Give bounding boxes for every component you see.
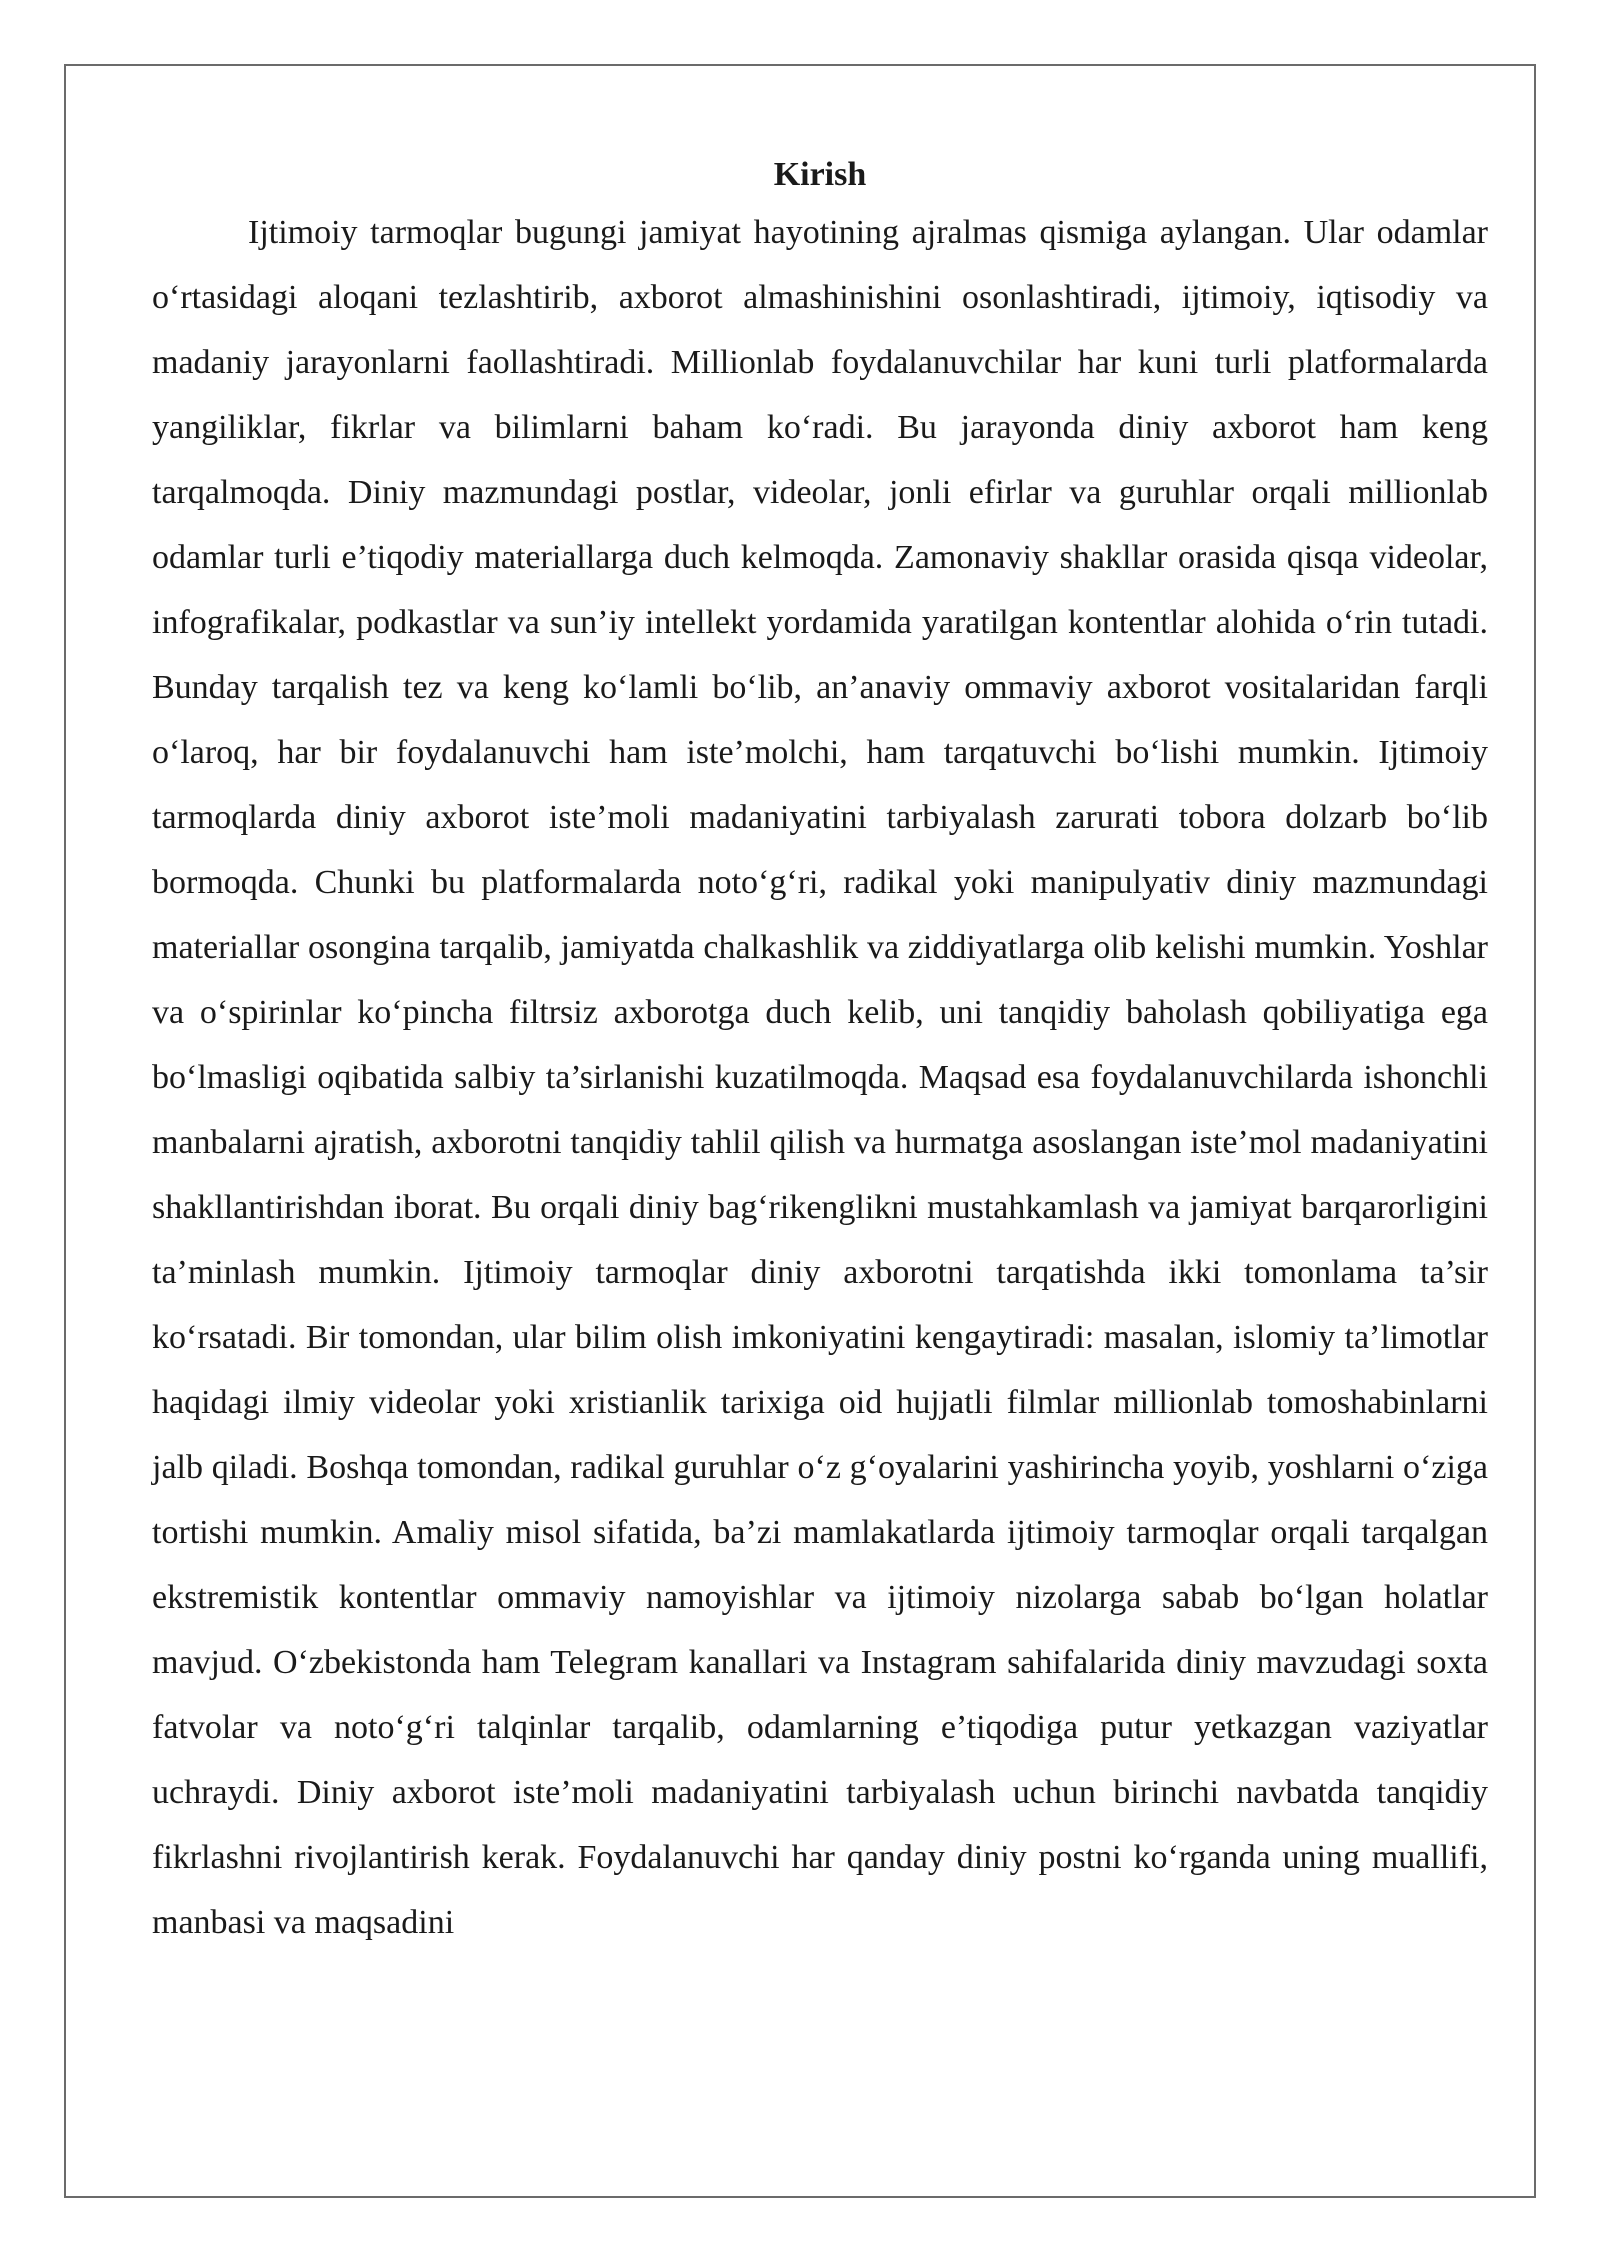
section-heading: Kirish [773, 156, 867, 193]
document-body [152, 150, 1488, 1955]
body-paragraph: Ijtimoiy tarmoqlar bugungi jamiyat hayotining ajralmas qismiga aylangan. Ular odamlar o‘rtasidagi aloqani tezlashtirib, axborot almashinishini osonlashtiradi, ijtimoiy, iqtisodiy va madaniy jarayonlarni faollashtiradi. Millionlab foydalanuvchilar har kuni turli platformalarda yangiliklar, fikrlar va bilimlarni baham ko‘radi. Bu jarayonda diniy axborot ham keng tarqalmoqda. Diniy mazmundagi postlar, videolar, jonli efirlar va guruhlar orqali millionlab odamlar turli e’tiqodiy materiallarga duch kelmoqda. Zamonaviy shakllar orasida qisqa videolar, infografikalar, podkastlar va sun’iy intellekt yordamida yaratilgan kontentlar alohida o‘rin tutadi. Bunday tarqalish tez va keng ko‘lamli bo‘lib, an’anaviy ommaviy axborot vositalaridan farqli o‘laroq, har bir foydalanuvchi ham iste’molchi, ham tarqatuvchi bo‘lishi mumkin. Ijtimoiy tarmoqlarda diniy axborot iste’moli madaniyatini tarbiyalash zarurati tobora dolzarb bo‘lib bormoqda. Chunki bu platformalarda noto‘g‘ri, radikal yoki manipulyativ diniy mazmundagi materiallar osongina tarqalib, jamiyatda chalkashlik va ziddiyatlarga olib kelishi mumkin. Yoshlar va o‘spirinlar ko‘pincha filtrsiz axborotga duch kelib, uni tanqidiy baholash qobiliyatiga ega bo‘lmasligi oqibatida salbiy ta’sirlanishi kuzatilmoqda. Maqsad esa foydalanuvchilarda ishonchli manbalarni ajratish, axborotni tanqidiy tahlil qilish va hurmatga asoslangan iste’mol madaniyatini shakllantirishdan iborat. Bu orqali diniy bag‘rikenglikni mustahkamlash va jamiyat barqarorligini ta’minlash mumkin. Ijtimoiy tarmoqlar diniy axborotni tarqatishda ikki tomonlama ta’sir ko‘rsatadi. Bir tomondan, ular bilim olish imkoniyatini kengaytiradi: masalan, islomiy ta’limotlar haqidagi ilmiy videolar yoki xristianlik tarixiga oid hujjatli filmlar millionlab tomoshabinlarni jalb qiladi. Boshqa tomondan, radikal guruhlar o‘z g‘oyalarini yashirincha yoyib, yoshlarni o‘ziga tortishi mumkin. Amaliy misol sifatida, ba’zi mamlakatlarda ijtimoiy tarmoqlar orqali tarqalgan ekstremistik kontentlar ommaviy namoyishlar va ijtimoiy nizolarga sabab bo‘lgan holatlar mavjud. O‘zbekistonda ham Telegram kanallari va Instagram sahifalarida diniy mavzudagi soxta fatvolar va noto‘g‘ri talqinlar tarqalib, odamlarning e’tiqodiga putur yetkazgan vaziyatlar uchraydi. Diniy axborot iste’moli madaniyatini tarbiyalash uchun birinchi navbatda tanqidiy fikrlashni rivojlantirish kerak. Foydalanuvchi har qanday diniy postni ko‘rganda uning muallifi, manbasi va maqsadini [152, 214, 1488, 1941]
